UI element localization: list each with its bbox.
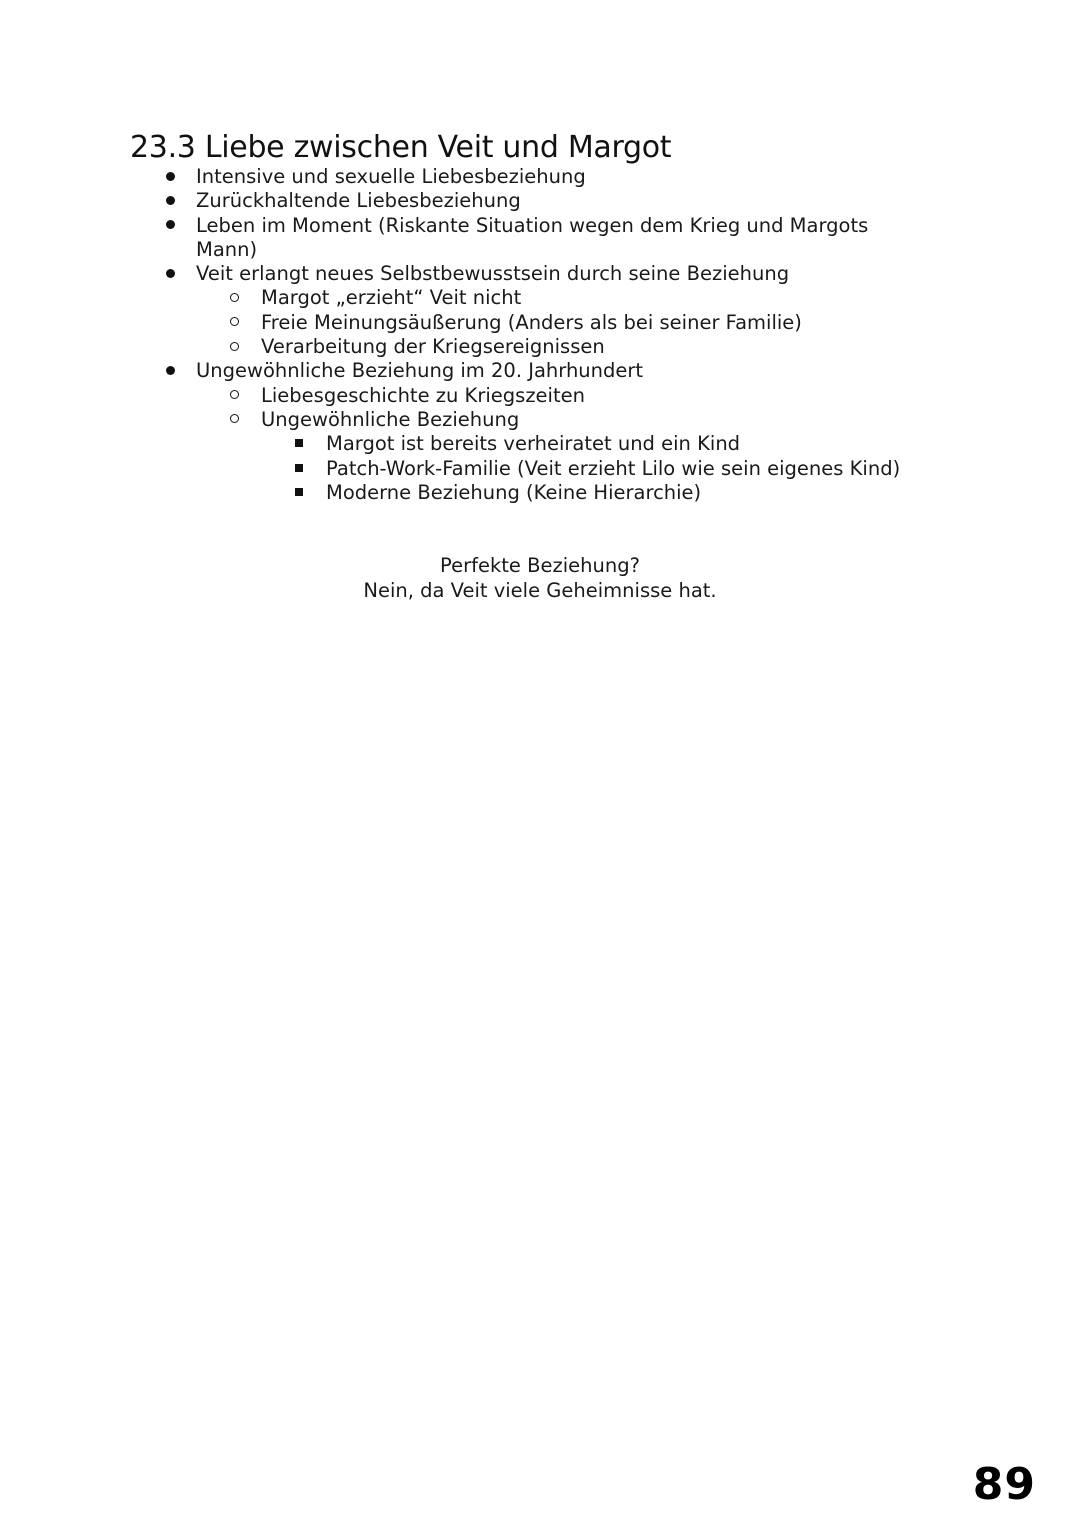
list-item-text: Intensive und sexuelle Liebesbeziehung [196,165,586,188]
sub-list-item [0,408,961,432]
sub-list-item [0,384,961,408]
list-item [0,189,896,213]
sub-sub-list-item [0,481,976,505]
list-item-text: Margot „erzieht“ Veit nicht [261,286,522,310]
bullet-dot-icon [160,359,180,383]
bullet-dot-icon [160,262,180,286]
list-item-text: Margot ist bereits verheiratet und ein Kind [326,432,741,456]
list-item [0,359,896,383]
bullet-ring-icon [224,408,244,432]
conclusion-question: Perfekte Beziehung? [440,554,640,577]
list-item-text: Ungewöhnliche Beziehung im 20. Jahrhundert [196,359,644,383]
list-item-text: Moderne Beziehung (Keine Hierarchie) [326,480,702,504]
list-item-text: Verarbeitung der Kriegsereignissen [261,335,605,359]
bullet-ring-icon [224,384,244,408]
list-item [0,214,896,263]
list-item-text: Leben im Moment (Riskante Situation wegen dem Krieg und Margots Mann) [196,213,869,261]
bullet-square-icon [289,432,309,456]
bullet-dot-icon [160,165,180,189]
page-number: 89 [972,1459,1036,1510]
list-item-text: Zurückhaltende Liebesbeziehung [196,189,521,213]
bullet-list [0,165,1080,505]
list-item-text: Freie Meinungsäußerung (Anders als bei seiner Familie) [261,310,802,334]
bullet-ring-icon [224,311,244,335]
conclusion-block [0,554,1080,603]
bullet-square-icon [289,457,309,481]
conclusion-answer: Nein, da Veit viele Geheimnisse hat. [363,578,717,602]
bullet-dot-icon [160,214,180,238]
bullet-ring-icon [224,286,244,310]
list-item-text: Veit erlangt neues Selbstbewusstsein durch seine Beziehung [196,262,790,286]
list-item-text: Ungewöhnliche Beziehung [261,407,520,431]
section-heading: 23.3 Liebe zwischen Veit und Margot [130,130,672,165]
bullet-dot-icon [160,189,180,213]
bullet-square-icon [289,481,309,505]
sub-list-item [0,335,961,359]
sub-sub-list-item [0,432,976,456]
list-item-text: Liebesgeschichte zu Kriegszeiten [261,383,585,407]
sub-list-item [0,286,961,310]
sub-sub-list-item [0,457,976,481]
sub-list-item [0,311,961,335]
list-item [0,262,896,286]
bullet-ring-icon [224,335,244,359]
list-item-text: Patch-Work-Familie (Veit erzieht Lilo wie sein eigenes Kind) [326,456,901,480]
list-item [0,165,896,189]
